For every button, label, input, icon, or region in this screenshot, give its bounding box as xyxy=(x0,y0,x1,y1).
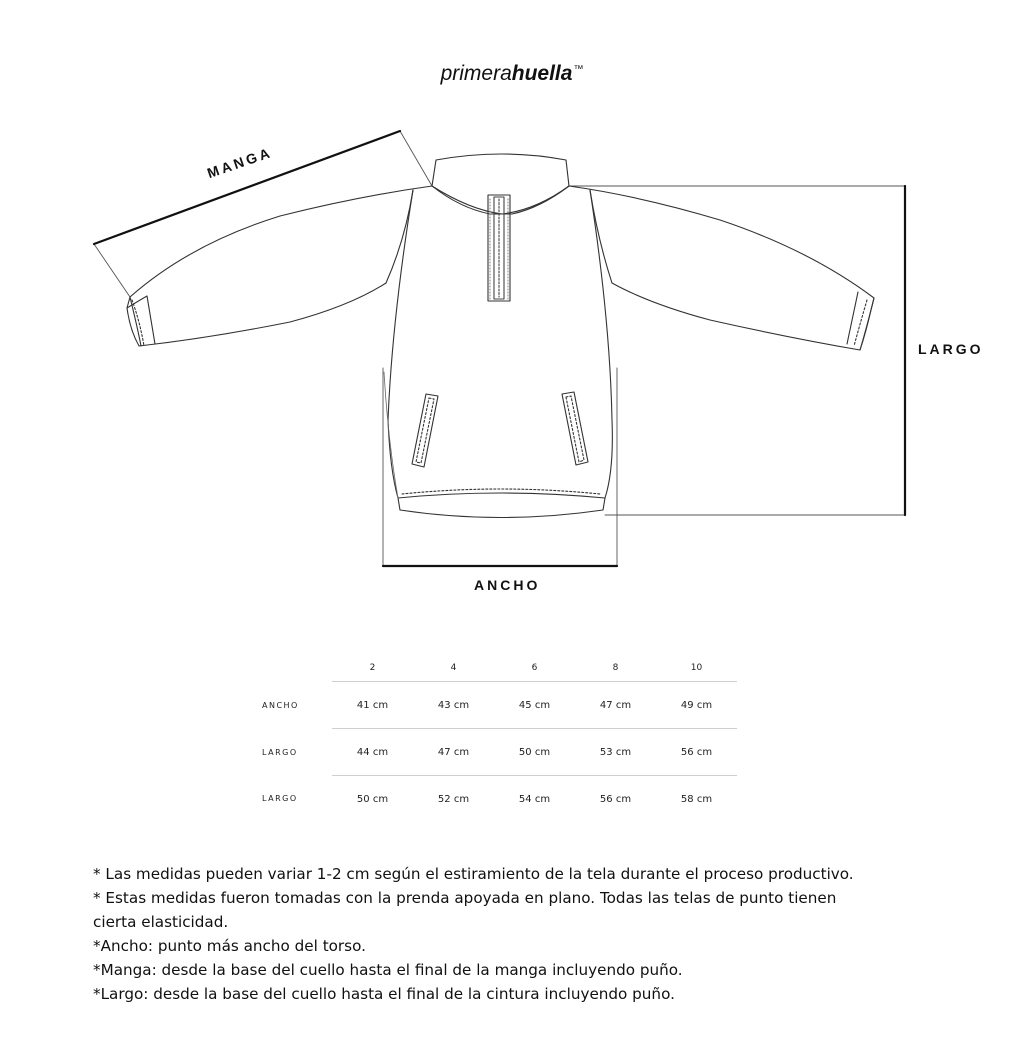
torso xyxy=(388,190,612,518)
zipper xyxy=(488,195,510,301)
manga-label: MANGA xyxy=(205,143,275,182)
measurement-notes xyxy=(93,862,953,1006)
size-header: 8 xyxy=(575,655,656,682)
size-header: 4 xyxy=(413,655,494,682)
size-header-row xyxy=(262,655,737,682)
collar xyxy=(432,154,569,214)
table-cell: 53 cm xyxy=(575,729,656,776)
table-cell: 45 cm xyxy=(494,682,575,729)
table-cell: 50 cm xyxy=(494,729,575,776)
size-header: 6 xyxy=(494,655,575,682)
row-label: LARGO xyxy=(262,747,298,757)
table-cell: 52 cm xyxy=(437,793,470,805)
table-cell: 50 cm xyxy=(356,793,389,805)
brand-name-bold: huella xyxy=(511,62,573,85)
table-cell: 56 cm xyxy=(656,729,737,776)
table-cell: 47 cm xyxy=(413,729,494,776)
table-cell: 58 cm xyxy=(680,793,713,805)
row-label: ANCHO xyxy=(262,700,299,710)
size-header: 10 xyxy=(656,655,737,682)
note-line: *Largo: desde la base del cuello hasta el final de la cintura incluyendo puño. xyxy=(93,985,675,1003)
right-sleeve xyxy=(569,186,874,350)
trademark-symbol: ™ xyxy=(573,64,584,75)
note-line: * Estas medidas fueron tomadas con la prenda apoyada en plano. Todas las telas de punto tienen xyxy=(93,889,837,907)
table-row xyxy=(262,729,737,776)
note-line: *Manga: desde la base del cuello hasta el final de la manga incluyendo puño. xyxy=(93,961,683,979)
table-cell: 47 cm xyxy=(575,682,656,729)
left-sleeve xyxy=(127,186,432,346)
table-cell: 54 cm xyxy=(518,793,551,805)
measure-guides xyxy=(94,131,905,566)
note-line: cierta elasticidad. xyxy=(93,913,229,931)
row-label: LARGO xyxy=(262,794,298,804)
right-pocket xyxy=(562,392,588,465)
size-table xyxy=(262,655,737,822)
table-cell: 49 cm xyxy=(656,682,737,729)
ancho-label: ANCHO xyxy=(474,577,541,593)
table-cell: 44 cm xyxy=(332,729,413,776)
table-cell: 41 cm xyxy=(332,682,413,729)
table-row xyxy=(262,776,737,823)
size-header: 2 xyxy=(332,655,413,682)
table-cell: 56 cm xyxy=(599,793,632,805)
largo-label: LARGO xyxy=(918,341,984,357)
table-cell: 43 cm xyxy=(413,682,494,729)
table-row xyxy=(262,682,737,729)
left-pocket xyxy=(412,394,438,467)
brand-name-light: primera xyxy=(440,62,512,85)
note-line: *Ancho: punto más ancho del torso. xyxy=(93,937,366,955)
note-line: * Las medidas pueden variar 1-2 cm según el estiramiento de la tela durante el proceso productivo. xyxy=(93,865,854,883)
